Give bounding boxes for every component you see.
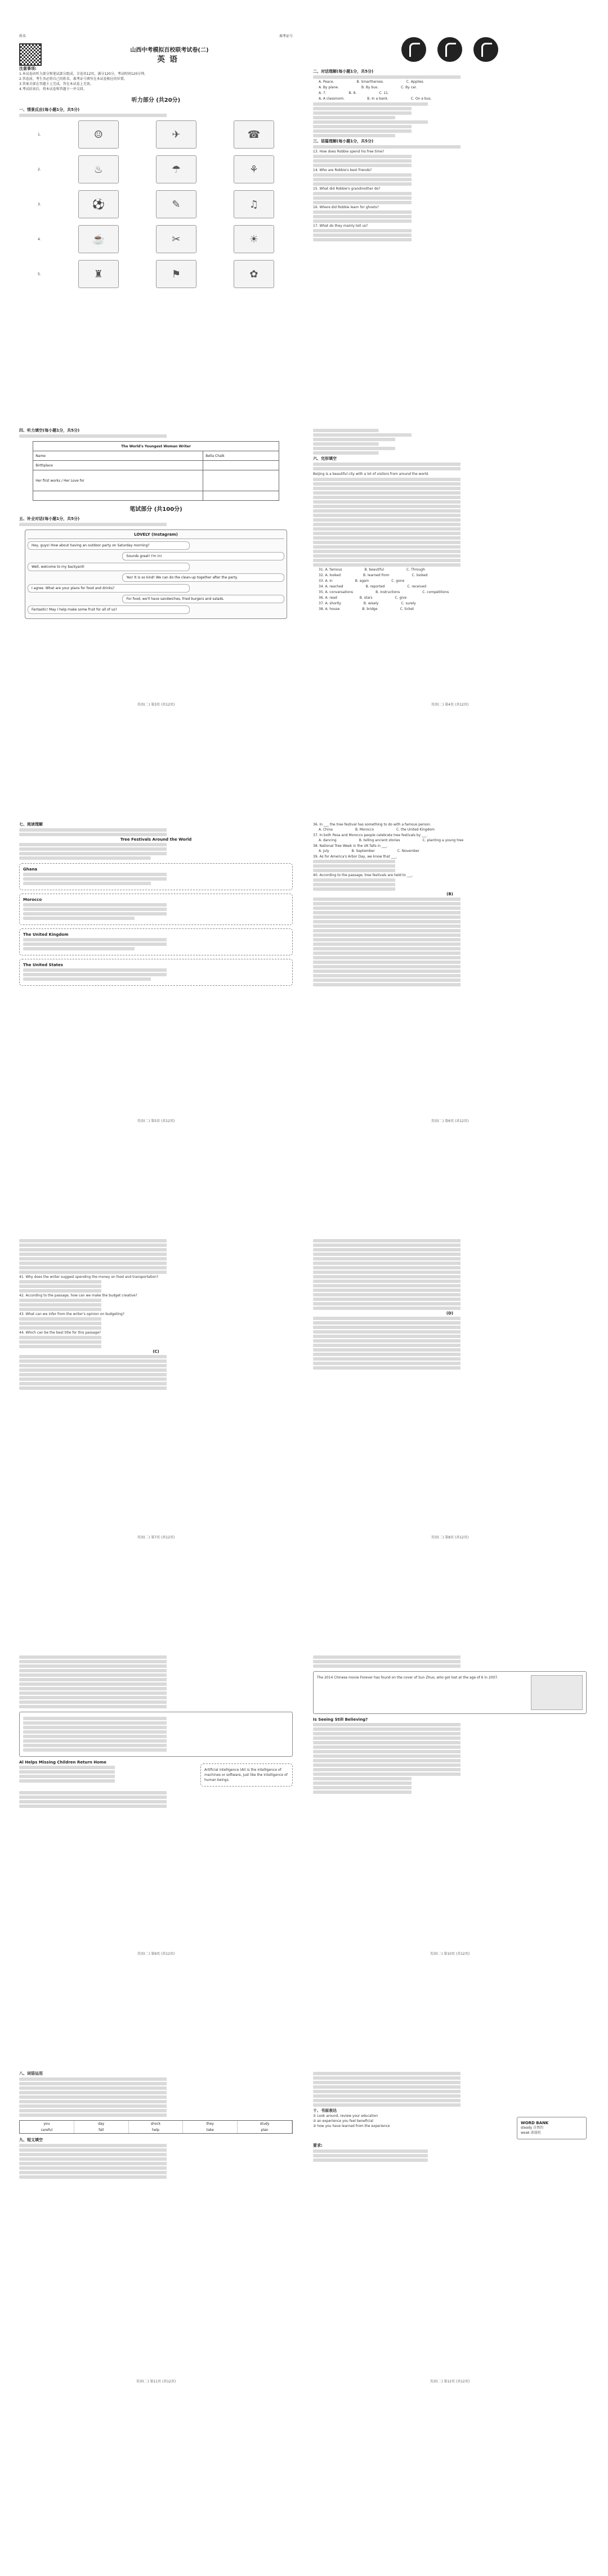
chat-bubble: Hey, guys! How about having an outdoor party on Saturday morning? <box>28 541 190 550</box>
chat-bubble: I agree. What are your plans for food and drinks? <box>28 584 190 593</box>
option-row: 34. A. reached B. reported C. received <box>319 585 427 589</box>
page-3 <box>19 428 293 709</box>
exam-id-label: 准考证号 <box>279 34 293 38</box>
cloze-box <box>19 1712 293 1757</box>
option-row: A. Peace. B. Smartheroes. C. Applies. <box>319 80 424 84</box>
pic-row-1 <box>19 120 293 149</box>
table-row: Name Bella Chalk <box>33 451 279 461</box>
option-row: A. dancing B. telling ancient stories C. planting a young tree <box>319 838 464 842</box>
pic-row-5 <box>19 260 293 288</box>
chat-bubble: Sounds great! I'm in! <box>122 552 284 560</box>
table-row: Birthplace <box>33 461 279 470</box>
question-43: 43. What can we infer from the writer's opinion on budgeting? <box>19 1312 124 1316</box>
page-1 <box>19 34 293 321</box>
tip-1: ① Look around, review your education <box>313 2114 378 2118</box>
instruction-line <box>313 75 559 79</box>
box-heading: The United States <box>23 963 63 967</box>
title-row <box>19 43 293 66</box>
ai-headline: Al Helps Missing Children Return Home <box>19 1760 107 1765</box>
listening-part-4: 四、听力填空(每小题1分，共5分) <box>19 428 80 433</box>
pic-row-3 <box>19 190 293 218</box>
part-6-title: 六、完形填空 <box>313 456 337 461</box>
note-2: 2.答卷前，考生务必将自己的姓名、准考证号填写在本试卷相应的位置。 <box>19 77 127 81</box>
q-number: 3. <box>38 202 41 207</box>
movie-box <box>313 1671 587 1714</box>
part-7-title: 七、阅读理解 <box>19 822 43 827</box>
writing-task <box>313 2113 587 2143</box>
ai-section <box>19 1760 293 1790</box>
page-footer: 英语(二) 第8页 (共12页) <box>431 1536 469 1540</box>
picture-icon: ⚑ <box>156 260 196 288</box>
listening-part-1: 一、情景反应(每小题1分，共5分) <box>19 107 80 112</box>
page-5 <box>19 822 293 1125</box>
option-row: 31. A. famous B. beautiful C. Through <box>319 568 425 572</box>
q-number: 2. <box>38 167 41 172</box>
table-row: Her first works / Her Love for <box>33 470 279 491</box>
subject-title: 英语 <box>157 55 182 64</box>
question-14: 14. Who are Robbie's best friends? <box>313 168 372 172</box>
sign-row <box>313 37 587 62</box>
page-2 <box>313 34 587 321</box>
picture-icon: ☺ <box>78 120 119 149</box>
table-title: The World's Youngest Woman Writer <box>33 442 279 451</box>
word-bank-item: steady 自然的 <box>521 2126 544 2130</box>
listening-section-title: 听力部分 (共20分) <box>131 97 181 104</box>
option-row: 36. A. read B. stars C. give <box>319 596 407 600</box>
chat-bubble: Yes! It is so kind! We can do the clean-up together after the party. <box>122 573 284 582</box>
us-box <box>19 959 293 986</box>
question-13: 13. How does Robbie spend his free time? <box>313 150 385 154</box>
photo-image <box>531 1675 583 1710</box>
picture-icon: ☂ <box>156 155 196 183</box>
option-row: A. China B. Morocco C. the United Kingdom <box>319 828 435 832</box>
part-9-title: 九、短文填空 <box>19 2138 43 2142</box>
word-box: you day shock they study careful fall help take plan <box>19 2120 293 2134</box>
word-bank-box <box>517 2117 587 2139</box>
turn-left-sign-icon <box>437 37 462 62</box>
question-39: 39. As for America's Arbor Day, we know that ___. <box>313 855 397 859</box>
option-row: 33. A. in B. again C. gone <box>319 579 405 583</box>
page-footer: 英语(二) 第5页 (共12页) <box>137 1119 175 1123</box>
chat-title: LOVELY (Instagram) <box>28 532 284 539</box>
chat-window <box>25 529 287 619</box>
option-row: A. July B. September C. November <box>319 849 419 853</box>
ghana-box <box>19 863 293 890</box>
page-footer: 英语(二) 第9页 (共12页) <box>137 1952 175 1956</box>
note-1: 1.本试卷由听力部分和笔试部分组成。全卷共12页，满分120分，考试时间120分钟。 <box>19 72 148 76</box>
q-number: 4. <box>38 237 41 241</box>
part-5-title: 五、补全对话(每小题1分，共5分) <box>19 517 80 521</box>
name-label: 姓名 <box>19 34 26 38</box>
option-row: 32. A. looked B. learned from C. looked <box>319 573 428 577</box>
page-6 <box>313 822 587 1125</box>
question-16: 16. Where did Robbie learn for ghosts? <box>313 205 379 209</box>
page-footer: 英语(二) 第10页 (共12页) <box>430 1952 470 1956</box>
written-section-title: 笔试部分 (共100分) <box>129 506 182 513</box>
page-4 <box>313 428 587 709</box>
pic-row-2 <box>19 155 293 183</box>
q-number: 1. <box>38 132 41 137</box>
picture-icon: ☎ <box>234 120 274 149</box>
picture-icon: ⚽ <box>78 190 119 218</box>
page-7 <box>19 1238 293 1542</box>
word-bank-title: WORD BANK <box>521 2121 549 2125</box>
question-40: 40. According to the passage, tree festivals are held to ___. <box>313 873 413 877</box>
morocco-box <box>19 894 293 925</box>
requirements-title: 要求: <box>313 2143 323 2148</box>
pic-row-4 <box>19 225 293 253</box>
question-37: 37. In both Pesa and Morocco people celebrate tree festivals by ___. <box>313 833 428 837</box>
q-number: 5. <box>38 272 41 276</box>
part-10-title: 十、书面表达 <box>313 2108 337 2113</box>
passage-first-line: Beijing is a beautiful city with a lot of visitors from around the world. <box>313 472 429 476</box>
box-heading: The United Kingdom <box>23 932 69 937</box>
page-footer: 英语(二) 第3页 (共12页) <box>137 703 175 707</box>
question-36: 36. In ___ the tree festival has something to do with a famous person. <box>313 823 431 827</box>
option-row: A. By plane. B. By bus. C. By car. <box>319 86 417 89</box>
option-row: 35. A. conversations B. instructions C. competitions <box>319 590 449 594</box>
page-footer: 英语(二) 第4页 (共12页) <box>431 703 469 707</box>
picture-icon: ✎ <box>156 190 196 218</box>
picture-icon: ☕ <box>78 225 119 253</box>
picture-icon: ♨ <box>78 155 119 183</box>
chat-bubble: Well, welcome to my backyard! <box>28 563 190 571</box>
no-uturn-sign-icon <box>401 37 426 62</box>
section-d-label: (D) <box>446 1311 454 1316</box>
page-footer: 英语(二) 第6页 (共12页) <box>431 1119 469 1123</box>
picture-icon: ✈ <box>156 120 196 149</box>
question-44: 44. Which can be the best title for this passage? <box>19 1331 101 1335</box>
exam-title: 山西中考模拟百校联考试卷(二) <box>130 47 209 53</box>
page-footer: 英语(二) 第12页 (共12页) <box>430 2380 470 2384</box>
tip-2: ② an experience you feel beneficial <box>313 2119 373 2123</box>
question-41: 41. Why does the writer suggest spending the money on food and transportation? <box>19 1275 159 1279</box>
section-b-label: (B) <box>446 892 453 896</box>
listening-part-3: 三、语篇理解(每小题1分，共5分) <box>313 139 374 143</box>
note-4: 4.考试结束后，将本试卷和答题卡一并交回。 <box>19 87 87 91</box>
page-10 <box>313 1654 587 1958</box>
page-footer: 英语(二) 第7页 (共12页) <box>137 1536 175 1540</box>
turn-right-sign-icon <box>473 37 498 62</box>
page-8 <box>313 1238 587 1542</box>
movie-box-text: The 2014 Chinese movie Forever has found on the cover of Sun Zhuo, who got lost at the age of 6 in 2007. <box>317 1676 499 1680</box>
picture-icon: ✿ <box>234 260 274 288</box>
part-8-title: 八、词语运用 <box>19 2071 43 2076</box>
chat-bubble: Fantastic! May I help make some fruit for all of us? <box>28 605 190 614</box>
option-row: 38. A. house B. bridge C. ticket <box>319 607 414 611</box>
section-c-label: (C) <box>153 1349 159 1354</box>
question-42: 42. According to the passage, how can we make the budget creative? <box>19 1294 137 1298</box>
question-17: 17. What do they mainly tell us? <box>313 224 368 228</box>
subheading: Is Seeing Still Believing? <box>313 1717 368 1722</box>
uk-box <box>19 928 293 955</box>
chat-bubble: For food, we'll have sandwiches, fried burgers and salads. <box>122 595 284 603</box>
article-title: Tree Festivals Around the World <box>120 837 192 842</box>
note-3: 3.答案全部在答题卡上完成，答在本试卷上无效。 <box>19 82 93 86</box>
option-row: A. 7. B. 8. C. 11. <box>319 91 389 95</box>
page-footer: 英语(二) 第11页 (共12页) <box>136 2380 176 2384</box>
word-bank-item: weak 虚弱的 <box>521 2131 541 2135</box>
box-heading: Ghana <box>23 867 38 872</box>
table-row <box>33 491 279 501</box>
picture-icon: ♫ <box>234 190 274 218</box>
picture-icon: ☀ <box>234 225 274 253</box>
question-38: 38. National Tree Week in the UK falls in ___. <box>313 844 388 848</box>
picture-icon: ♜ <box>78 260 119 288</box>
qr-code-icon <box>19 43 42 66</box>
instruction-line <box>19 114 265 117</box>
option-row: A. A classroom. B. In a bank. C. On a bus. <box>319 97 432 101</box>
page-9 <box>19 1654 293 1958</box>
page-12 <box>313 2071 587 2386</box>
info-table <box>33 441 279 501</box>
ai-note-box: Artificial intelligence (AI) is the intelligence of machines or software, just like the intelligence of human beings. <box>200 1763 293 1787</box>
box-heading: Morocco <box>23 897 42 902</box>
notes-title: 注意事项: <box>19 66 37 71</box>
page-11 <box>19 2071 293 2386</box>
tip-3: ③ how you have learned from the experience <box>313 2124 390 2128</box>
listening-part-2: 二、对话理解(每小题1分，共5分) <box>313 69 374 74</box>
picture-icon: ✂ <box>156 225 196 253</box>
exam-header <box>19 34 293 39</box>
option-row: 37. A. shortly B. wisely C. surely <box>319 602 416 605</box>
question-15: 15. What did Robbie's grandmother do? <box>313 187 381 191</box>
picture-icon: ⚘ <box>234 155 274 183</box>
